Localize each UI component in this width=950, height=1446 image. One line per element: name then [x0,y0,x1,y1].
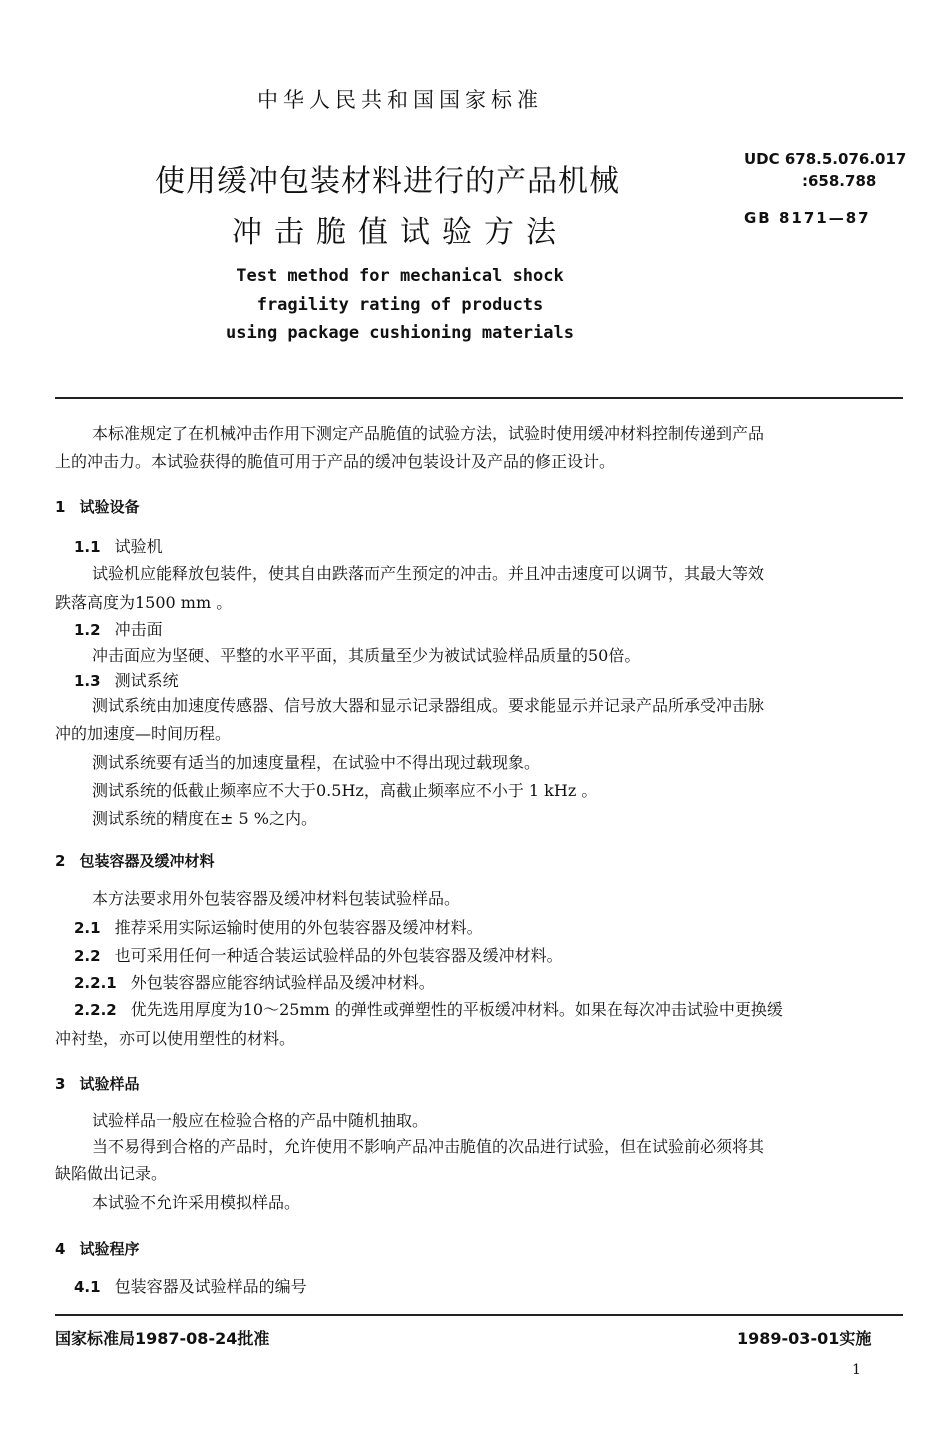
section-number: 2 [55,852,66,870]
paragraph-2-intro: 本方法要求用外包装容器及缓冲材料包装试验样品。 [92,889,461,908]
section-number: 1 [55,498,66,516]
section-heading-2 [55,850,214,871]
section-heading-3 [55,1073,139,1094]
subsection-number: 1.1 [74,538,101,556]
paragraph-1-2-line1: 冲击面应为坚硬、平整的水平平面，其质量至少为被试试验样品质量的50倍。 [92,646,641,665]
approval-date: 国家标准局1987-08-24批准 [55,1329,270,1348]
section-title: 包装容器及缓冲材料 [79,852,215,870]
subsection-title: 试验机 [114,537,163,556]
section-number: 3 [55,1075,66,1093]
paragraph-3-line2: 当不易得到合格的产品时，允许使用不影响产品冲击脆值的次品进行试验，但在试验前必须将其 [92,1137,765,1156]
subsection-2-2-1 [74,972,435,994]
subsection-heading-1-1 [74,536,163,558]
title-cn-line1: 使用缓冲包装材料进行的产品机械 [155,164,620,199]
section-title: 试验程序 [79,1240,140,1258]
paragraph-1-1-line2: 跌落高度为1500 mm 。 [55,593,233,612]
subsection-title: 冲击面 [114,620,163,639]
subsection-number: 2.2 [74,947,101,965]
title-en-line2: fragility rating of products [256,295,544,315]
udc-code-continuation: :658.788 [802,172,877,190]
subsection-number: 1.3 [74,672,101,690]
udc-code: UDC 678.5.076.017 [744,150,907,168]
subsection-2-2-2 [74,999,783,1021]
paragraph-1-3-line5: 测试系统的精度在± 5 %之内。 [92,809,317,828]
paragraph-1-1-line1: 试验机应能释放包装件，使其自由跌落而产生预定的冲击。并且冲击速度可以调节，其最大等效 [92,564,765,583]
paragraph-1-3-line4: 测试系统的低截止频率应不大于0.5Hz，高截止频率应不小于 1 kHz 。 [92,781,598,800]
paragraph-1-3-line2: 冲的加速度—时间历程。 [55,724,232,743]
top-divider [55,397,903,399]
national-standard-header: 中华人民共和国国家标准 [257,88,543,112]
subsection-number: 4.1 [74,1278,101,1296]
paragraph-2-2-2-line2: 冲衬垫，亦可以使用塑性的材料。 [55,1029,296,1048]
section-heading-4 [55,1238,139,1259]
paragraph-3-line3: 缺陷做出记录。 [55,1164,168,1183]
subsection-title: 测试系统 [114,671,179,690]
paragraph-3-line1: 试验样品一般应在检验合格的产品中随机抽取。 [92,1111,429,1130]
subsection-text: 也可采用任何一种适合装运试验样品的外包装容器及缓冲材料。 [114,946,563,965]
subsection-number: 2.1 [74,919,101,937]
gb-standard-number: GB 8171—87 [744,209,871,227]
subsection-2-1 [74,917,483,939]
intro-line2: 上的冲击力。本试验获得的脆值可用于产品的缓冲包装设计及产品的修正设计。 [55,452,616,471]
effective-date: 1989-03-01实施 [737,1329,872,1348]
title-cn-line2: 冲击脆值试验方法 [232,215,568,250]
section-heading-1 [55,496,139,517]
title-en-line1: Test method for mechanical shock [236,266,564,286]
title-en-line3: using package cushioning materials [226,323,574,343]
subsection-number: 2.2.1 [74,974,117,992]
subsection-number: 2.2.2 [74,1001,117,1019]
subsection-text: 外包装容器应能容纳试验样品及缓冲材料。 [130,973,435,992]
bottom-divider [55,1314,903,1316]
intro-line1: 本标准规定了在机械冲击作用下测定产品脆值的试验方法，试验时使用缓冲材料控制传递到产品 [92,424,765,443]
subsection-heading-1-3 [74,670,179,692]
subsection-number: 1.2 [74,621,101,639]
paragraph-3-line4: 本试验不允许采用模拟样品。 [92,1193,301,1212]
section-title: 试验设备 [79,498,140,516]
subsection-heading-1-2 [74,619,163,641]
page-number: 1 [852,1362,861,1378]
subsection-text: 优先选用厚度为10～25mm 的弹性或弹塑性的平板缓冲材料。如果在每次冲击试验中更换缓 [130,1000,783,1019]
paragraph-1-3-line3: 测试系统要有适当的加速度量程，在试验中不得出现过载现象。 [92,753,541,772]
subsection-2-2 [74,945,563,967]
subsection-heading-4-1 [74,1276,307,1298]
subsection-text: 推荐采用实际运输时使用的外包装容器及缓冲材料。 [114,918,483,937]
paragraph-1-3-line1: 测试系统由加速度传感器、信号放大器和显示记录器组成。要求能显示并记录产品所承受冲击脉 [92,696,765,715]
section-title: 试验样品 [79,1075,140,1093]
subsection-title: 包装容器及试验样品的编号 [114,1277,307,1296]
section-number: 4 [55,1240,66,1258]
